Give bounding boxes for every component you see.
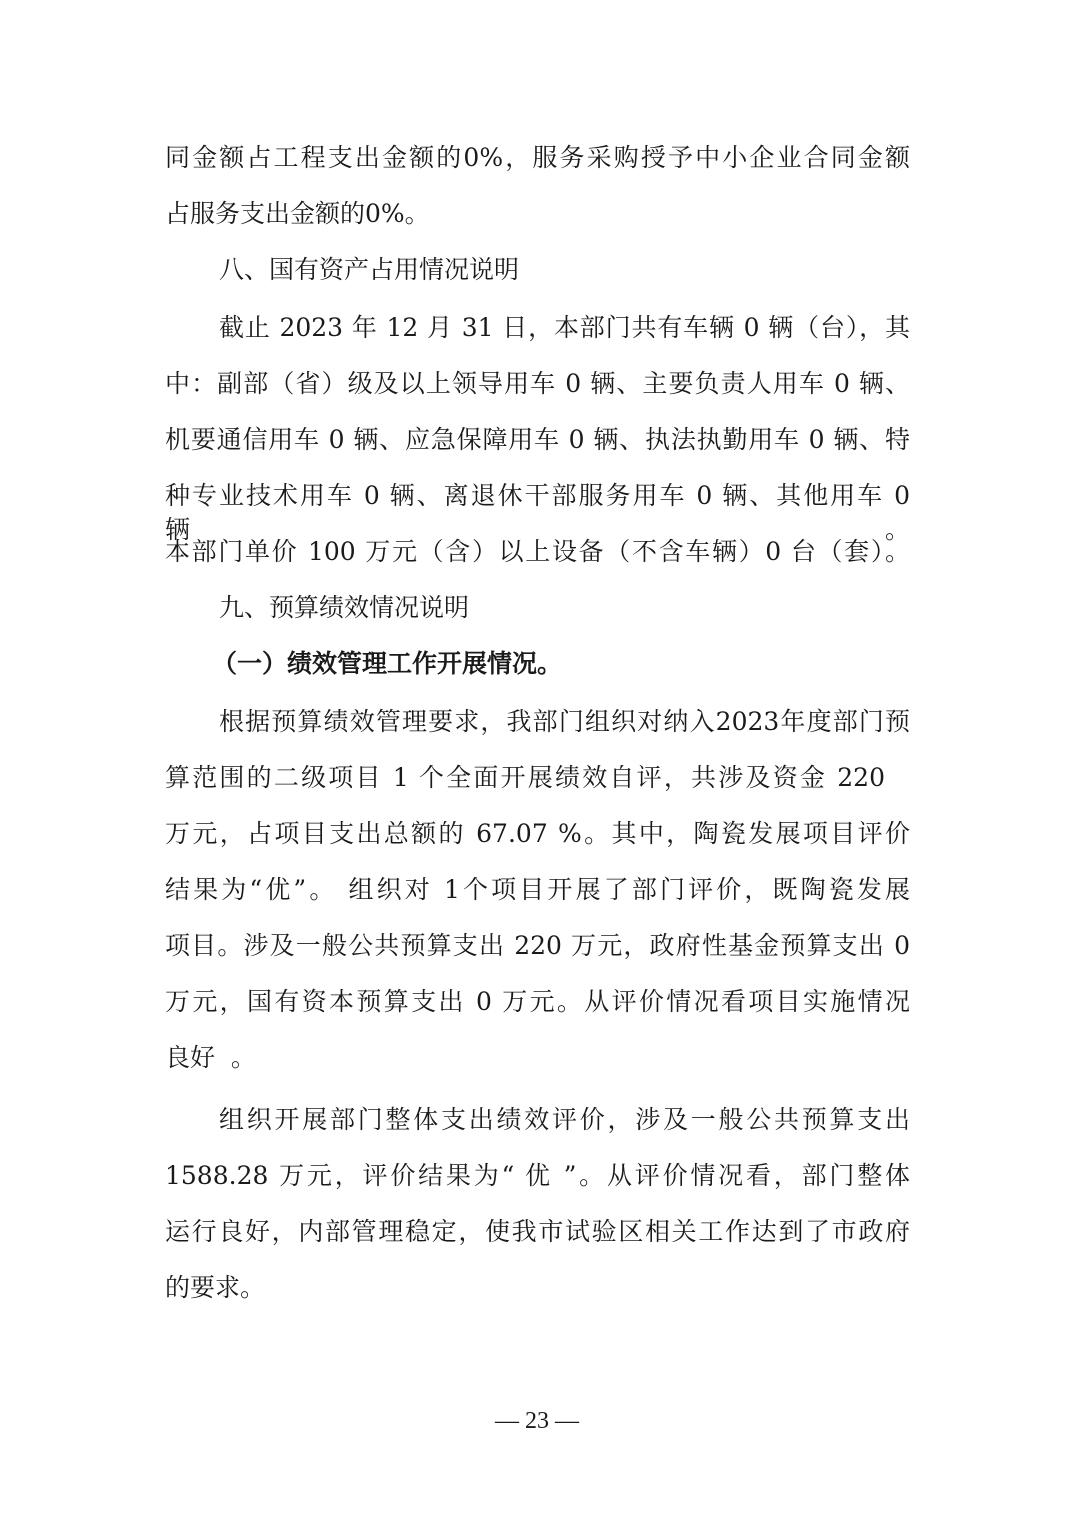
section-heading: 八、国有资产占用情况说明 [219,255,520,284]
body-text-line: 中：副部（省）级及以上领导用车 0 辆、主要负责人用车 0 辆、 [165,369,910,398]
body-text-line: 良好 。 [165,1043,256,1072]
body-text-line: 万元，国有资本预算支出 0 万元。从评价情况看项目实施情况 [165,987,910,1016]
body-text-line: 万元，占项目支出总额的 67.07 %。其中，陶瓷发展项目评价 [165,819,910,848]
body-text-line: 1588.28 万元，评价结果为“ 优 ”。从评价情况看，部门整体 [165,1161,910,1190]
section-heading: 九、预算绩效情况说明 [219,593,470,622]
page-number: — 23 — [495,1408,579,1434]
body-text-line: 组织开展部门整体支出绩效评价，涉及一般公共预算支出 [219,1105,910,1134]
body-text-line: 的要求。 [165,1273,266,1302]
body-text-line: 项目。涉及一般公共预算支出 220 万元，政府性基金预算支出 0 [165,931,910,960]
body-text-line: 截止 2023 年 12 月 31 日，本部门共有车辆 0 辆（台），其 [219,313,910,342]
body-text-line: 运行良好，内部管理稳定，使我市试验区相关工作达到了市政府 [165,1217,910,1246]
body-text-line: 占服务支出金额的0%。 [165,199,430,228]
body-text-line: 种专业技术用车 0 辆、离退休干部服务用车 0 辆、其他用车 0 辆。 [165,481,910,544]
subsection-heading: （一）绩效管理工作开展情况。 [212,649,563,678]
body-text-line: 结果为“优”。 组织对 1个项目开展了部门评价，既陶瓷发展 [165,875,910,904]
body-text-line: 本部门单价 100 万元（含）以上设备（不含车辆）0 台（套）。 [165,537,910,566]
body-text-line: 算范围的二级项目 1 个全面开展绩效自评，共涉及资金 220 [165,763,885,792]
body-text-line: 根据预算绩效管理要求，我部门组织对纳入2023年度部门预 [219,707,910,736]
body-text-line: 机要通信用车 0 辆、应急保障用车 0 辆、执法执勤用车 0 辆、特 [165,425,910,454]
body-text-line: 同金额占工程支出金额的0%，服务采购授予中小企业合同金额 [165,143,910,172]
